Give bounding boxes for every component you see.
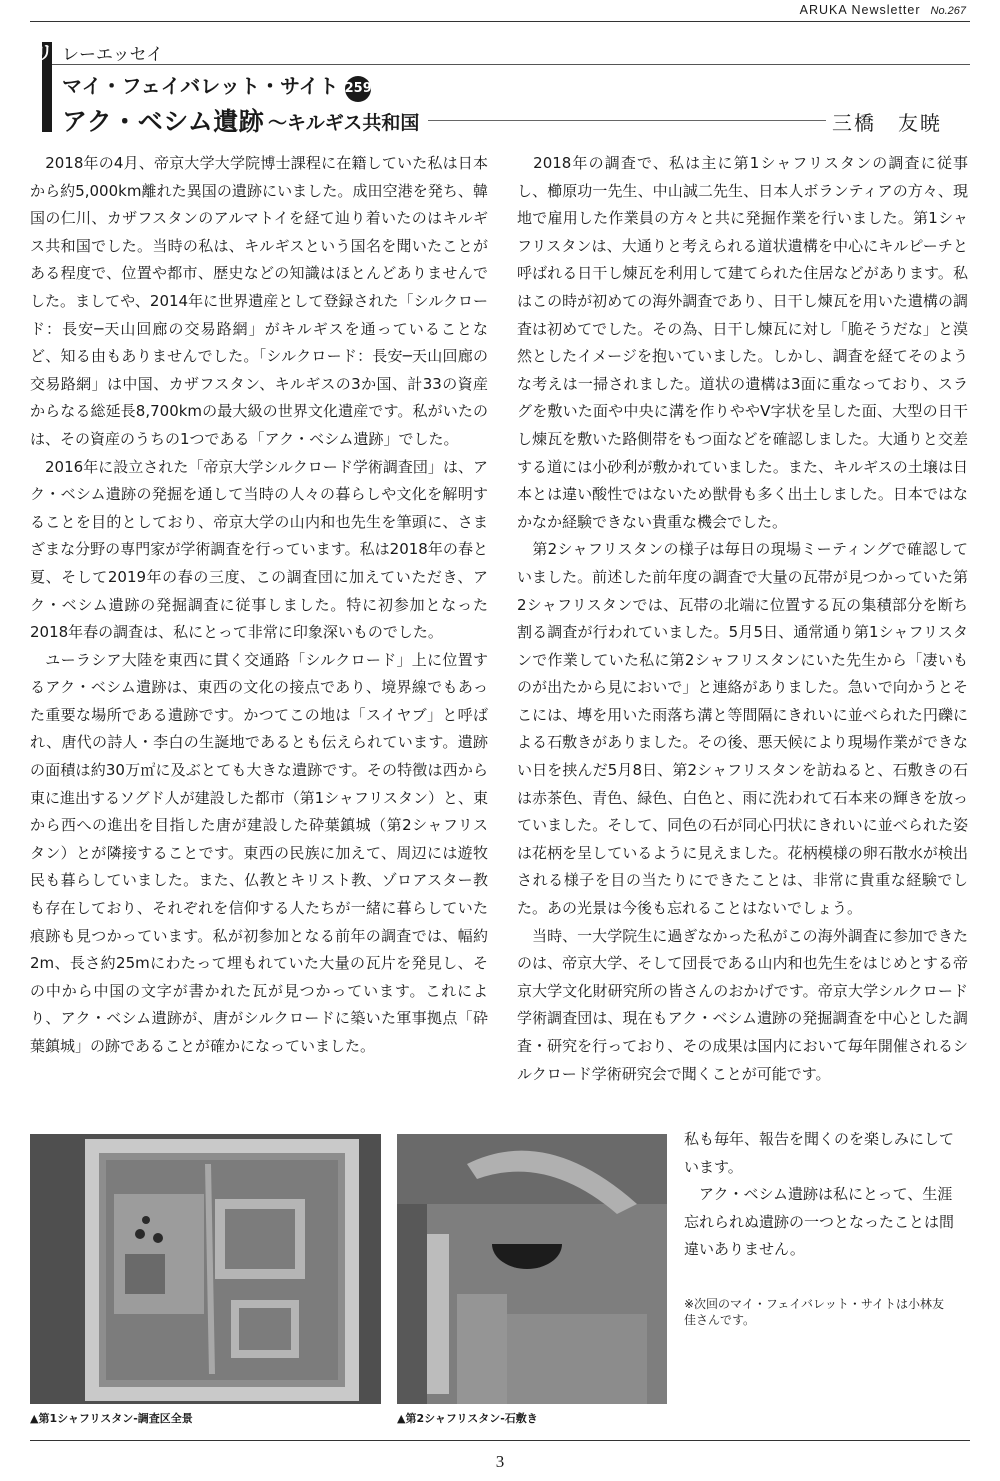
paragraph: 2018年の4月、帝京大学大学院博士課程に在籍していた私は日本から約5,000km離れた異国の遺跡にいました。成田空港を発ち、韓国の仁川、カザフスタンのアルマトイを経て辿り着いたのはキルギス共和国でした。当時の私は、キルギスという国名を聞いたことがある程度で、位置や都市、歴史などの知識はほとんどありませんでした。ましてや、2014年に世界遺産として登録された「シルクロード：長安─天山回廊の交易路網」がキルギスを通っていることなど、知る由もありませんでした。「シルクロード：長安─天山回廊の交易路網」は中国、カザフスタン、キルギスの3か国、計33の資産からなる総延長8,700kmの最大級の世界文化遺産です。私がいたのは、その資産のうちの1つである「アク・ベシム遺跡」でした。 [30, 154, 488, 448]
author-name: 三橋 友暁 [832, 111, 942, 135]
series-number-badge: 259 [345, 76, 371, 102]
paragraph: 2018年の調査で、私は主に第1シャフリスタンの調査に従事し、櫛原功一先生、中山誠二先生、日本人ボランティアの方々、現地で雇用した作業員の方々と共に発掘作業を行いました。第1シャフリスタンは、大通りと考えられる道状遺構を中心にキルピーチと呼ばれる日干し煉瓦を利用して建てられた住居などがあります。私はこの時が初めての海外調査であり、日干し煉瓦を用いた遺構の調査は初めてでした。その為、日干し煉瓦に対し「脆そうだな」と漠然としたイメージを抱いていました。しかし、調査を経てそのような考えは一掃されました。道状の遺構は3面に重なっており、スラグを敷いた面や中央に溝を作りややV字状を呈した面、大型の日干し煉瓦を敷いた路側帯をもつ面などを確認しました。大通りと交差する道には小砂利が敷かれていました。また、キルギスの土壌は日本とは違い酸性ではないため獣骨も多く出土しました。日本ではなかなか経験できない貴重な機会でした。 [517, 154, 968, 531]
essay-label [35, 40, 164, 65]
issue-number: No.267 [930, 5, 966, 17]
article-column-tail [684, 1126, 964, 1264]
aerial-photo-graphic [30, 1134, 381, 1404]
essay-label-text: レーエッセイ [62, 45, 164, 65]
paragraph: 私も毎年、報告を聞くのを楽しみにしています。 [684, 1130, 955, 1176]
paragraph: 第2シャフリスタンの様子は毎日の現場ミーティングで確認していました。前述した前年度の調査で大量の瓦帯が見つかっていた第2シャフリスタンでは、瓦帯の北端に位置する瓦の集積部分を断ち割る調査が行われていました。5月5日、通常通り第1シャフリスタンで作業していた私に第2シャフリスタンにいた先生から「凄いものが出たから見においで」と連絡がありました。急いで向かうとそこには、塼を用いた雨落ち溝と等間隔にきれいに並べられた円礫による石敷きがありました。その後、悪天候により現場作業ができない日を挟んだ5月8日、第2シャフリスタンを訪ねると、石敷きの石は赤茶色、青色、緑色、白色と、雨に洗われて石本来の輝きを放っていました。そして、同色の石が同心円状にきれいに並べられた姿は花柄を呈しているように見えました。花柄模様の卵石散水が検出される様子を目の当たりにできたことは、非常に貴重な経験でした。あの光景は今後も忘れることはないでしょう。 [517, 540, 968, 918]
newsletter-header [800, 3, 966, 17]
newsletter-name: ARUKA Newsletter [799, 3, 921, 17]
excavation-photo-graphic [397, 1134, 667, 1404]
article-column-left [30, 150, 488, 1061]
series-title [62, 70, 371, 102]
site-subtitle: ～キルギス共和国 [268, 112, 420, 134]
title-leader-line [428, 120, 826, 121]
paragraph: ユーラシア大陸を東西に貫く交通路「シルクロード」上に位置するアク・ベシム遺跡は、東西の文化の接点であり、境界線でもあった重要な場所である遺跡です。かつてこの地は「スイヤブ」と呼ばれ、唐代の詩人・李白の生誕地であるとも伝えられています。遺跡の面積は約30万㎡に及ぶとても大きな遺跡です。その特徴は西から東に進出するソグド人が建設した都市（第1シャフリスタン）と、東から西への進出を目指した唐が建設した砕葉鎮城（第2シャフリスタン）とが隣接することです。東西の民族に加えて、周辺には遊牧民も暮らしていました。また、仏教とキリスト教、ゾロアスター教も存在しており、それぞれを信仰する人たちが一緒に暮らしていた痕跡も見つかっています。私が初参加となる前年の調査では、幅約2m、長さ約25mにわたって埋もれていた大量の瓦片を発見し、その中から中国の文字が書かれた瓦が見つかっています。これにより、アク・ベシム遺跡が、唐がシルクロードに築いた軍事拠点「砕葉鎮城」の跡であることが確かになっていました。 [30, 650, 488, 1055]
article-column-right [517, 150, 968, 1088]
photo-first-shahristan [30, 1134, 381, 1404]
photo-second-shahristan [397, 1134, 667, 1404]
photo-caption: ▲第2シャフリスタン-石敷き [397, 1412, 538, 1425]
series-name: マイ・フェイバレット・サイト [62, 74, 339, 98]
footer-rule [30, 1440, 970, 1441]
next-issue-note: ※次回のマイ・フェイバレット・サイトは小林友佳さんです。 [684, 1297, 945, 1327]
paragraph: アク・ベシム遺跡は私にとって、生涯忘れられぬ遺跡の一つとなったことは間違いありません。 [684, 1185, 955, 1259]
site-name: アク・ベシム遺跡 [62, 107, 265, 136]
header-rule [30, 21, 970, 22]
photo-caption: ▲第1シャフリスタン-調査区全景 [30, 1412, 193, 1425]
page-number: 3 [495, 1452, 505, 1471]
essay-label-initial: リ [35, 43, 53, 64]
paragraph: 当時、一大学院生に過ぎなかった私がこの海外調査に参加できたのは、帝京大学、そして団長である山内和也先生をはじめとする帝京大学文化財研究所の皆さんのおかげです。帝京大学シルクロード学術調査団は、現在もアク・ベシム遺跡の発掘調査を中心とした調査・研究を行っており、その成果は国内において毎年開催されるシルクロード学術研究会で聞くことが可能です。 [517, 926, 968, 1083]
title-divider [52, 64, 970, 65]
paragraph: 2016年に設立された「帝京大学シルクロード学術調査団」は、アク・ベシム遺跡の発掘を通して当時の人々の暮らしや文化を解明することを目的としており、帝京大学の山内和也先生を筆頭に、さまざまな分野の専門家が学術調査を行っています。私は2018年の春と夏、そして2019年の春の三度、この調査団に加えていただき、アク・ベシム遺跡の発掘調査に従事しました。特に初参加となった2018年春の調査は、私にとって非常に印象深いものでした。 [30, 457, 488, 642]
